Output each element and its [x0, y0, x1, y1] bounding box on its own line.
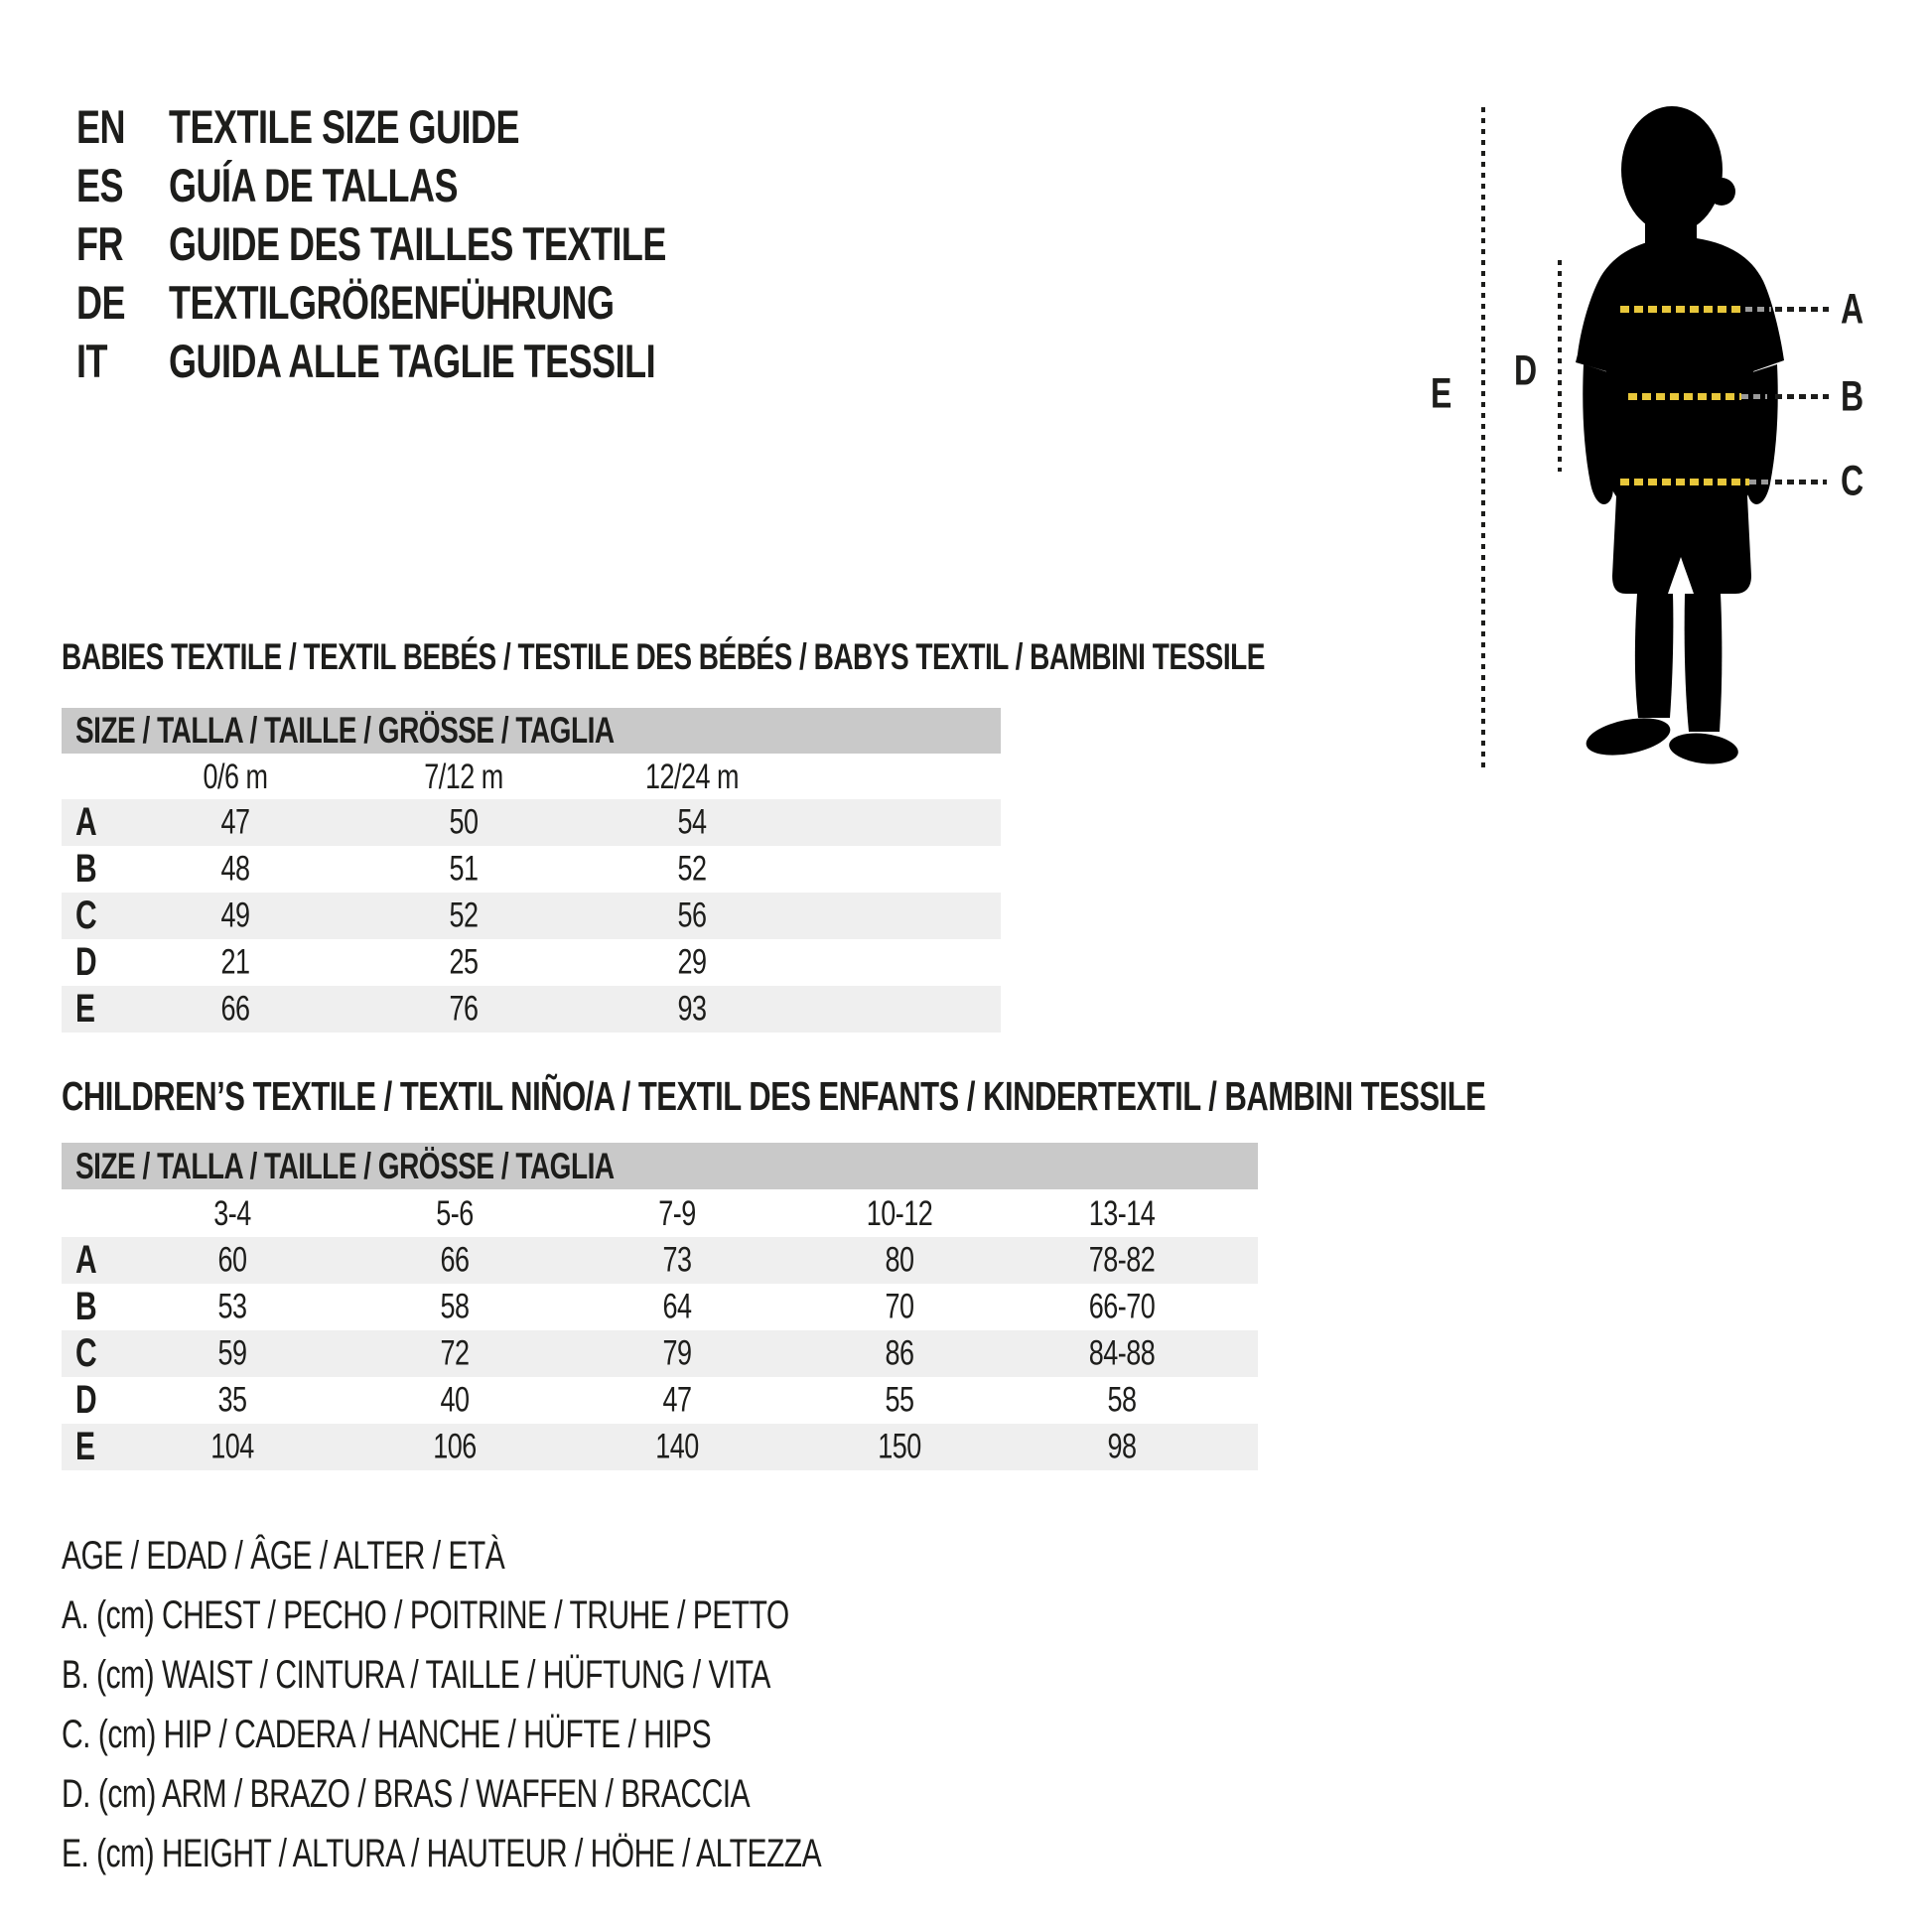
table-row	[62, 1424, 1258, 1470]
language-title: TEXTILE SIZE GUIDE	[169, 99, 520, 154]
babies-size-table	[62, 708, 1001, 1033]
legend-line-height: E. (cm) HEIGHT / ALTURA / HAUTEUR / HÖHE / ALTEZZA	[62, 1832, 822, 1876]
language-title: TEXTILGRÖßENFÜHRUNG	[169, 275, 615, 330]
cell-value: 54	[677, 802, 707, 842]
hip-dash-yellow	[1620, 479, 1749, 485]
cell-value: 106	[433, 1427, 477, 1466]
language-row-it	[76, 332, 666, 390]
chest-dash-black	[1775, 307, 1829, 312]
cell-value: 60	[217, 1240, 247, 1280]
language-title: GUÍA DE TALLAS	[169, 158, 458, 212]
waist-dash-yellow	[1628, 393, 1741, 400]
language-code: ES	[76, 158, 124, 212]
measure-label-a: A	[1841, 285, 1863, 333]
silhouette-right-shoe	[1667, 730, 1739, 764]
cell-value: 79	[662, 1333, 692, 1373]
cell-value: 40	[440, 1380, 470, 1420]
row-label: A	[75, 1238, 97, 1283]
cell-value: 48	[220, 849, 250, 889]
silhouette-ear	[1708, 178, 1735, 206]
cell-value: 140	[655, 1427, 699, 1466]
row-label: E	[75, 1425, 95, 1469]
height-measure-dotted-line	[1481, 107, 1485, 769]
legend-line-arm: D. (cm) ARM / BRAZO / BRAS / WAFFEN / BRACCIA	[62, 1772, 751, 1817]
language-code: FR	[76, 216, 123, 271]
row-label: B	[75, 1285, 97, 1329]
silhouette-left-leg	[1635, 594, 1674, 718]
cell-value: 55	[885, 1380, 914, 1420]
cell-value: 47	[662, 1380, 692, 1420]
legend-line-age: AGE / EDAD / ÂGE / ALTER / ETÀ	[62, 1534, 505, 1579]
babies-section-title: BABIES TEXTILE / TEXTIL BEBÉS / TESTILE DES BÉBÉS / BABYS TEXTIL / BAMBINI TESSILE	[62, 635, 1265, 677]
column-header: 7/12 m	[424, 757, 503, 796]
cell-value: 78-82	[1088, 1240, 1156, 1280]
chest-dash-yellow	[1620, 306, 1745, 313]
row-label: E	[75, 987, 95, 1032]
cell-value: 56	[677, 896, 707, 935]
column-header: 3-4	[213, 1193, 251, 1233]
row-label: D	[75, 1378, 97, 1423]
measure-label-e: E	[1431, 369, 1451, 417]
cell-value: 64	[662, 1287, 692, 1326]
measure-label-b: B	[1841, 372, 1863, 420]
cell-value: 66	[220, 989, 250, 1029]
children-size-table	[62, 1143, 1258, 1470]
child-silhouette	[1574, 104, 1787, 764]
cell-value: 104	[210, 1427, 254, 1466]
waist-dash-gray	[1741, 394, 1767, 399]
cell-value: 21	[220, 942, 250, 982]
waist-dash-black	[1775, 394, 1829, 399]
column-header: 0/6 m	[203, 757, 268, 796]
cell-value: 70	[885, 1287, 914, 1326]
measurement-legend	[62, 1527, 821, 1884]
arm-measure-dotted-line	[1558, 260, 1562, 472]
language-title: GUIDA ALLE TAGLIE TESSILI	[169, 334, 656, 388]
cell-value: 51	[449, 849, 479, 889]
cell-value: 93	[677, 989, 707, 1029]
legend-line-chest: A. (cm) CHEST / PECHO / POITRINE / TRUHE / PETTO	[62, 1593, 789, 1638]
table-row	[62, 986, 1001, 1033]
language-header	[76, 97, 666, 390]
measure-label-d: D	[1514, 346, 1537, 394]
row-label: C	[75, 1331, 97, 1376]
cell-value: 53	[217, 1287, 247, 1326]
cell-value: 47	[220, 802, 250, 842]
silhouette-left-shoe	[1584, 712, 1674, 761]
table-row	[62, 846, 1001, 893]
table-row	[62, 939, 1001, 986]
column-header: 7-9	[658, 1193, 696, 1233]
cell-value: 76	[449, 989, 479, 1029]
cell-value: 49	[220, 896, 250, 935]
cell-value: 58	[1107, 1380, 1137, 1420]
cell-value: 73	[662, 1240, 692, 1280]
silhouette-shorts	[1612, 496, 1751, 594]
legend-line-hip: C. (cm) HIP / CADERA / HANCHE / HÜFTE / HIPS	[62, 1713, 712, 1757]
column-header: 13-14	[1088, 1193, 1156, 1233]
cell-value: 66-70	[1088, 1287, 1156, 1326]
silhouette-right-leg	[1685, 594, 1723, 732]
column-header: 10-12	[866, 1193, 933, 1233]
silhouette-left-arm	[1583, 364, 1613, 504]
cell-value: 58	[440, 1287, 470, 1326]
cell-value: 84-88	[1088, 1333, 1156, 1373]
cell-value: 25	[449, 942, 479, 982]
cell-value: 150	[878, 1427, 921, 1466]
cell-value: 52	[449, 896, 479, 935]
hip-dash-gray	[1749, 480, 1773, 484]
table-row	[62, 893, 1001, 939]
row-label: C	[75, 894, 97, 938]
cell-value: 50	[449, 802, 479, 842]
column-header: 12/24 m	[644, 757, 740, 796]
cell-value: 29	[677, 942, 707, 982]
chest-dash-gray	[1745, 307, 1771, 312]
hip-dash-black	[1775, 480, 1827, 484]
language-code: IT	[76, 334, 107, 388]
size-header-bar: SIZE / TALLA / TAILLE / GRÖSSE / TAGLIA	[62, 708, 1001, 754]
legend-line-waist: B. (cm) WAIST / CINTURA / TAILLE / HÜFTUNG / VITA	[62, 1653, 770, 1698]
row-label: B	[75, 847, 97, 892]
column-header: 5-6	[436, 1193, 474, 1233]
language-code: EN	[76, 99, 126, 154]
language-title: GUIDE DES TAILLES TEXTILE	[169, 216, 666, 271]
row-label: A	[75, 800, 97, 845]
cell-value: 35	[217, 1380, 247, 1420]
cell-value: 52	[677, 849, 707, 889]
cell-value: 66	[440, 1240, 470, 1280]
cell-value: 59	[217, 1333, 247, 1373]
cell-value: 80	[885, 1240, 914, 1280]
language-code: DE	[76, 275, 126, 330]
cell-value: 86	[885, 1333, 914, 1373]
measure-label-c: C	[1841, 457, 1863, 504]
size-header-bar: SIZE / TALLA / TAILLE / GRÖSSE / TAGLIA	[62, 1143, 1258, 1189]
children-section-title: CHILDREN’S TEXTILE / TEXTIL NIÑO/A / TEXTIL DES ENFANTS / KINDERTEXTIL / BAMBINI TESSILE	[62, 1073, 1486, 1120]
row-label: D	[75, 940, 97, 985]
cell-value: 72	[440, 1333, 470, 1373]
cell-value: 98	[1107, 1427, 1137, 1466]
